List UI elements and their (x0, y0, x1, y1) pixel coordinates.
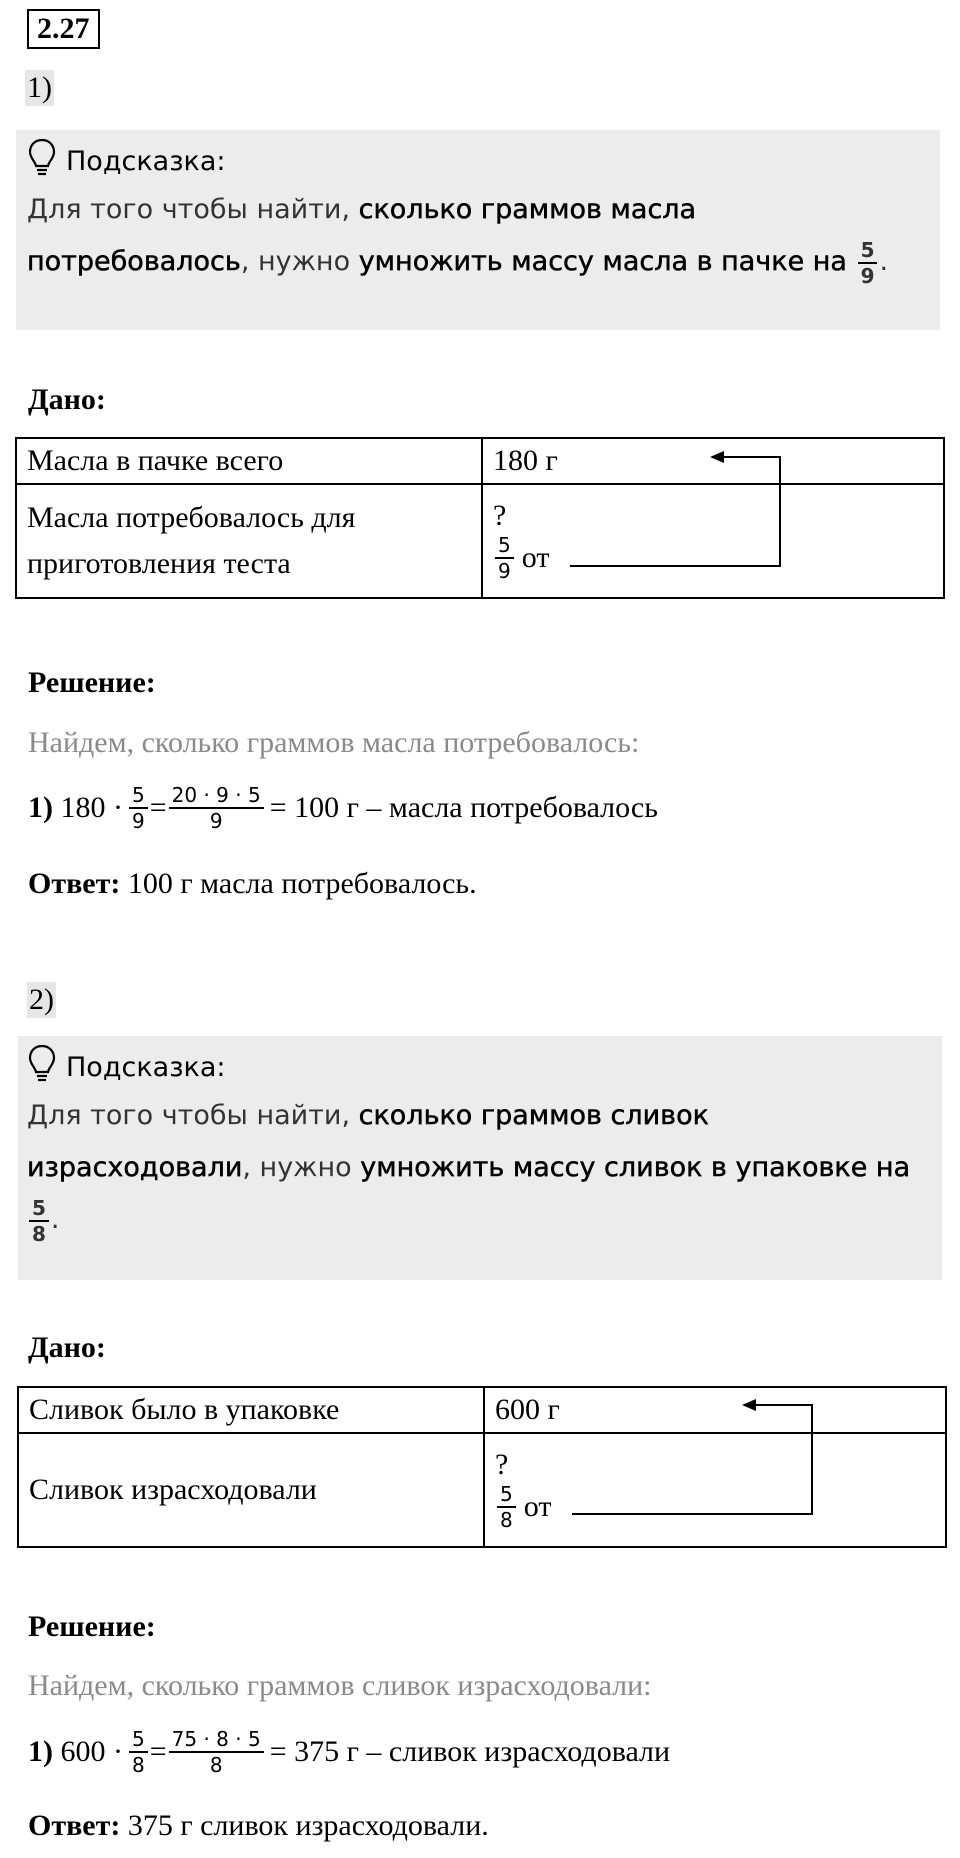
given-2-row1-label: Сливок было в упаковке (18, 1387, 484, 1433)
hint-text-1: Для того чтобы найти, сколько граммов масла потребовалось, нужно умножить массу масла в пачке на $\frac{5}{9}$ . (27, 194, 889, 288)
solution-title-2: Решение: (28, 1610, 156, 1643)
given-title-1: Дано: (28, 383, 106, 416)
hint-fraction-1: $\frac{5}{9}$ (858, 240, 878, 286)
hint-fraction-2: $\frac{5}{8}$ (29, 1198, 49, 1244)
step-2-fraction-a: $\frac{5}{8}$ (129, 1729, 148, 1775)
hint-text-1b: , нужно (240, 246, 359, 277)
part-1-label: 1) (27, 71, 52, 104)
solution-intro-1: Найдем, сколько граммов масла потребовалось: (28, 726, 640, 759)
hint-text-1a: Для того чтобы найти, (27, 194, 359, 225)
solution-step-1: 1) 180 · $\frac{5}{9}$ = $\frac{20 \cdot 9 \cdot 5}{9}$ = 100 г – масла потребовалось (28, 783, 658, 833)
exercise-number: 2.27 (27, 9, 100, 49)
given-1-row1-label: Масла в пачке всего (16, 438, 482, 484)
given-2-fraction: $\frac{5}{8}$ (497, 1484, 516, 1530)
solution-step-2: 1) 600 · $\frac{5}{8}$ = $\frac{75 \cdot 8 \cdot 5}{8}$ = 375 г – сливок израсходовали (28, 1727, 671, 1777)
hint-text-2: Для того чтобы найти, сколько граммов сливок израсходовали, нужно умножить массу сливок в упаковке на $\frac{5}{8}$ . (27, 1100, 911, 1246)
answer-2: Ответ: 375 г сливок израсходовали. (28, 1809, 489, 1842)
given-title-2: Дано: (28, 1331, 106, 1364)
hint-bold-1a: сколько граммов масла потребовалось (27, 194, 697, 277)
step-2-fraction-b: $\frac{75 \cdot 8 \cdot 5}{8}$ (169, 1729, 264, 1775)
step-1-fraction-a: $\frac{5}{9}$ (129, 785, 148, 831)
answer-1: Ответ: 100 г масла потребовалось. (28, 867, 477, 900)
step-1-fraction-b: $\frac{20 \cdot 9 \cdot 5}{9}$ (169, 785, 264, 831)
given-1-fraction: $\frac{5}{9}$ (495, 535, 514, 581)
given-2-question: ? (495, 1448, 509, 1481)
hint-title-text-1: Подсказка: (66, 145, 226, 177)
given-1-row2-label: Масла потребовалось для приготовления теста (16, 484, 482, 598)
hint-bold-2b: умножить массу сливок в упаковке на (360, 1152, 911, 1183)
given-2-row1-value: 600 г (484, 1387, 946, 1433)
given-1-row1-value: 180 г (482, 438, 944, 484)
solution-title-1: Решение: (28, 666, 156, 699)
hint-bold-2a: сколько граммов сливок израсходовали (27, 1100, 709, 1183)
part-2-label: 2) (29, 983, 54, 1016)
solution-intro-2: Найдем, сколько граммов сливок израсходовали: (28, 1669, 652, 1702)
given-1-of: от (521, 541, 550, 574)
given-2-of: от (523, 1490, 552, 1523)
given-2-row2-label: Сливок израсходовали (18, 1433, 484, 1547)
hint-bold-1b: умножить массу масла в пачке на (358, 246, 847, 277)
hint-text-2a: Для того чтобы найти, (27, 1100, 359, 1131)
hint-text-2b: , нужно (242, 1152, 361, 1183)
given-1-question: ? (493, 499, 507, 532)
hint-title-text-2: Подсказка: (66, 1051, 226, 1083)
